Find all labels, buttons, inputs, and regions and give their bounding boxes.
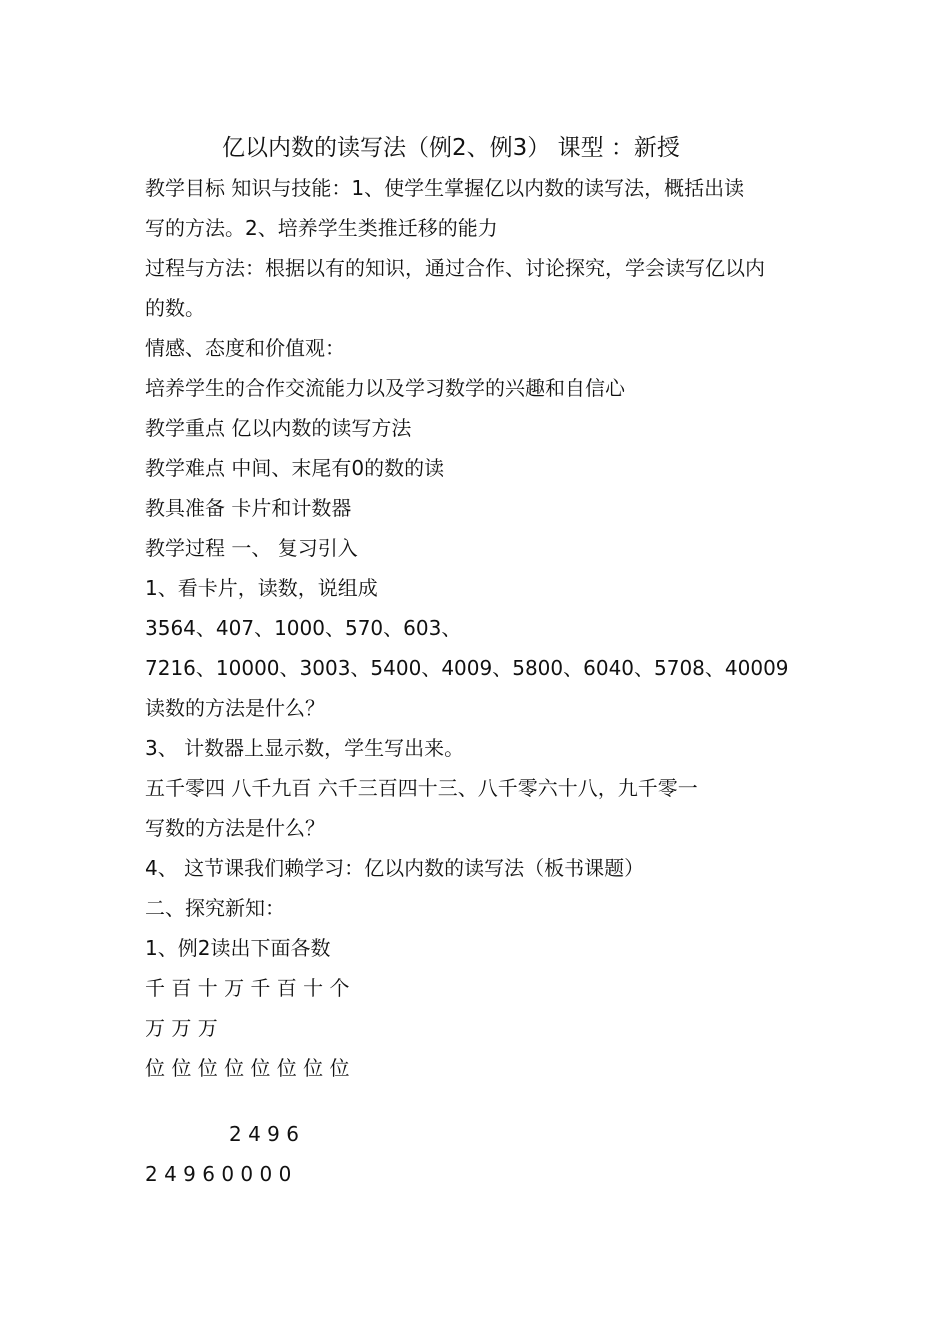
key-point: 教学重点 亿以内数的读写方法 xyxy=(145,416,412,440)
blank-gap xyxy=(145,1088,825,1114)
writing-method-question: 写数的方法是什么？ xyxy=(145,816,325,840)
document-page xyxy=(145,128,825,1194)
card-numbers-line-1: 3564、407、1000、570、603、 xyxy=(145,616,462,640)
example-2-heading: 1、例2读出下面各数 xyxy=(145,936,331,960)
card-numbers-line-2: 7216、10000、3003、5400、4009、5800、6040、5708、40009 xyxy=(145,656,789,680)
step-3-counter: 3、 计数器上显示数，学生写出来。 xyxy=(145,736,465,760)
objective-line-1: 教学目标 知识与技能：1、使学生掌握亿以内数的读写法，概括出读 xyxy=(145,176,745,200)
counter-numbers: 五千零四 八千九百 六千三百四十三、八千零六十八，九千零一 xyxy=(145,776,698,800)
step-1-cards: 1、看卡片，读数，说组成 xyxy=(145,576,378,600)
difficult-point: 教学难点 中间、末尾有0的数的读 xyxy=(145,456,445,480)
place-value-row-2: 万 万 万 xyxy=(145,1016,218,1040)
teaching-process-heading: 教学过程 一、 复习引入 xyxy=(145,536,358,560)
teaching-aids: 教具准备 卡片和计数器 xyxy=(145,496,352,520)
digits-row-1: 2 4 9 6 xyxy=(229,1122,299,1146)
place-value-row-3: 位 位 位 位 位 位 位 位 xyxy=(145,1056,350,1080)
step-4-topic: 4、 这节课我们赖学习：亿以内数的读写法（板书课题） xyxy=(145,856,645,880)
reading-method-question: 读数的方法是什么？ xyxy=(145,696,325,720)
process-method-line-1: 过程与方法：根据以有的知识，通过合作、讨论探究，学会读写亿以内 xyxy=(145,256,765,280)
digits-row-2: 2 4 9 6 0 0 0 0 xyxy=(145,1162,292,1186)
document-title: 亿以内数的读写法（例2、例3） 课型 ：新授 xyxy=(222,135,680,161)
place-value-row-1: 千 百 十 万 千 百 十 个 xyxy=(145,976,350,1000)
emotion-goal: 培养学生的合作交流能力以及学习数学的兴趣和自信心 xyxy=(145,376,625,400)
objective-line-2: 写的方法。2、培养学生类推迁移的能力 xyxy=(145,216,498,240)
section-2-heading: 二、探究新知： xyxy=(145,896,285,920)
process-method-line-2: 的数。 xyxy=(145,296,205,320)
emotion-heading: 情感、态度和价值观： xyxy=(145,336,345,360)
